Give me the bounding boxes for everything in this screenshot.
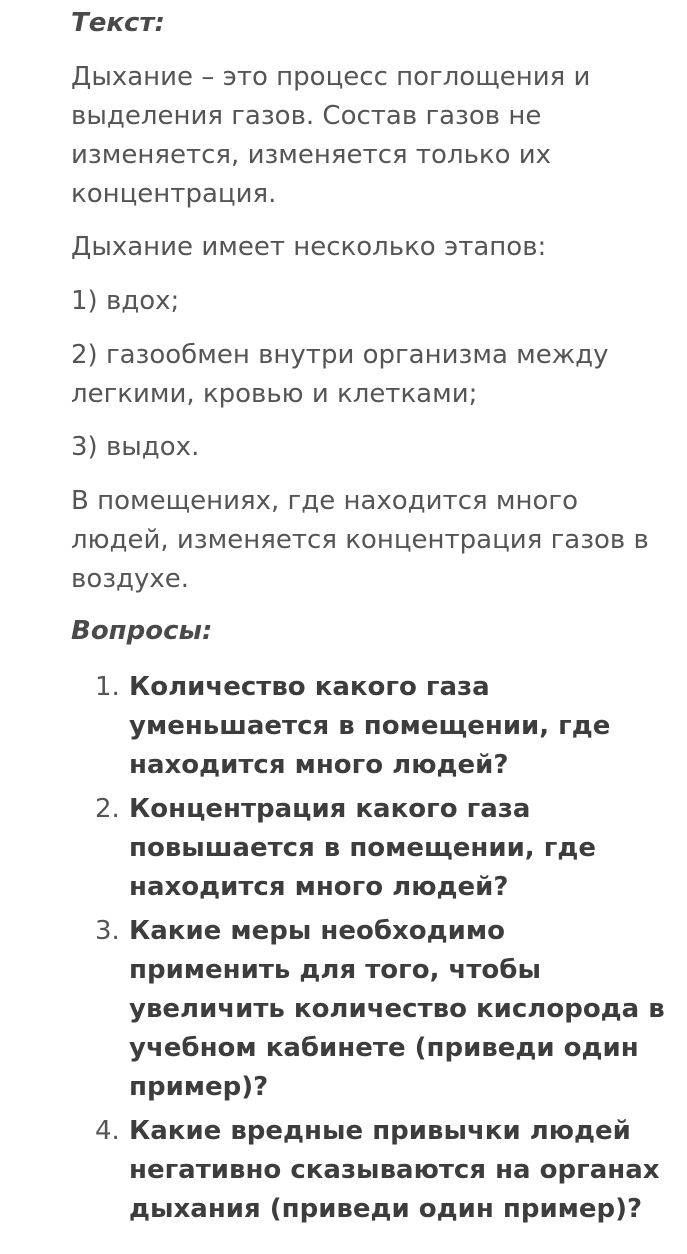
question-text: Какие меры необходимо применить для того, чтобы увеличить количество кислорода в учебном кабинете (приведи один пример)? [129,916,665,1102]
question-text: Концентрация какого газа повышается в помещении, где находится много людей? [129,794,596,902]
question-number: 1. [95,672,120,702]
question-item [71,1112,671,1229]
question-number: 4. [95,1116,120,1146]
questions-heading: Вопросы: [71,616,213,646]
question-item [71,668,671,785]
text-heading: Текст: [71,8,165,38]
paragraph-breathing-definition: Дыхание – это процесс поглощения и выделения газов. Состав газов не изменяется, изменяется только их концентрация. [71,62,591,209]
paragraph-stage-3: 3) выдох. [71,432,200,462]
questions-list [71,668,671,1234]
paragraph-stages-intro: Дыхание имеет несколько этапов: [71,232,547,262]
paragraph-stage-1: 1) вдох; [71,286,180,316]
paragraph-rooms: В помещениях, где находится много людей, изменяется концентрация газов в воздухе. [71,486,649,594]
question-number: 2. [95,794,120,824]
question-item [71,790,671,907]
paragraph-stage-2: 2) газообмен внутри организма между легкими, кровью и клетками; [71,340,609,409]
question-item [71,912,671,1107]
question-text: Количество какого газа уменьшается в помещении, где находится много людей? [129,672,611,780]
question-text: Какие вредные привычки людей негативно сказываются на органах дыхания (приведи один пример)? [129,1116,660,1224]
question-number: 3. [95,916,120,946]
